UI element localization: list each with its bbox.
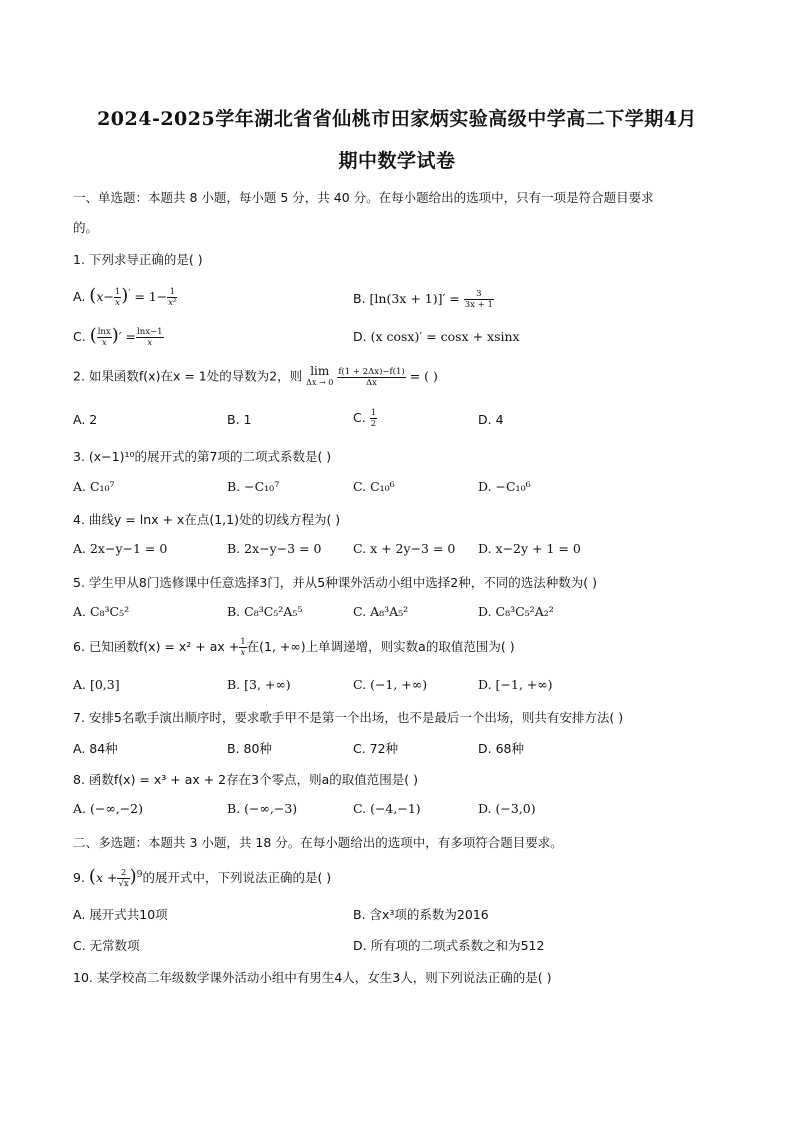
question-4-option-d: D. x−2y + 1 = 0	[478, 541, 581, 556]
question-8-stem: 8. 函数f(x) = x³ + ax + 2存在3个零点，则a的取值范围是( )	[73, 772, 418, 787]
section2-heading: 二、多选题：本题共 3 小题，共 18 分。在每小题给出的选项中，有多项符合题目要求。	[73, 835, 563, 850]
question-4-option-a: A. 2x−y−1 = 0	[73, 541, 168, 556]
question-2-option-d: D. 4	[478, 412, 504, 427]
section1-heading-cont: 的。	[73, 220, 99, 235]
exam-title-line1: 2024-2025学年湖北省省仙桃市田家炳实验高级中学高二下学期4月	[97, 108, 697, 130]
question-9-option-a: A. 展开式共10项	[73, 907, 168, 922]
question-4-stem: 4. 曲线y = lnx + x在点(1,1)处的切线方程为( )	[73, 512, 341, 527]
question-3-option-d: D. −C₁₀⁶	[478, 479, 531, 494]
question-9-option-c: C. 无常数项	[73, 938, 140, 953]
question-5-stem: 5. 学生甲从8门选修课中任意选择3门，并从5种课外活动小组中选择2种，不同的选法种数为( )	[73, 575, 597, 590]
question-7-stem: 7. 安排5名歌手演出顺序时，要求歌手甲不是第一个出场，也不是最后一个出场，则共有安排方法( )	[73, 710, 624, 725]
question-3-stem: 3. (x−1)¹⁰的展开式的第7项的二项式系数是( )	[73, 449, 332, 464]
question-2-option-a: A. 2	[73, 412, 98, 427]
question-5-option-a: A. C₈³C₅²	[73, 604, 130, 619]
question-4-option-c: C. x + 2y−3 = 0	[353, 541, 456, 556]
question-1-option-c: C. ( $\frac{\ln x}{x}$ )′ = $\frac{\ln x-1}{x}$	[73, 325, 163, 348]
question-2-stem: 2. 如果函数f(x)在x = 1处的导数为2，则 lim Δx → 0 $\frac{f(1 + 2\Delta x)-f(1)}{\Delta x}$ = ( )	[73, 364, 438, 388]
question-1-option-d: D. (x cosx)′ = cosx + xsinx	[353, 329, 520, 344]
exam-title-line2: 期中数学试卷	[338, 150, 456, 172]
question-3-option-b: B. −C₁₀⁷	[227, 479, 280, 494]
question-8-option-c: C. (−4,−1)	[353, 801, 421, 816]
question-9-option-d: D. 所有项的二项式系数之和为512	[353, 938, 545, 953]
question-6-option-b: B. [3, +∞)	[227, 677, 291, 692]
question-3-option-c: C. C₁₀⁶	[353, 479, 395, 494]
question-1-option-b: B. [ln(3x + 1)]′ = $\frac{3}{3x + 1}$	[353, 289, 493, 310]
question-3-option-a: A. C₁₀⁷	[73, 479, 115, 494]
question-7-option-c: C. 72种	[353, 741, 399, 756]
question-6-option-d: D. [−1, +∞)	[478, 677, 553, 692]
question-10-stem: 10. 某学校高二年级数学课外活动小组中有男生4人，女生3人，则下列说法正确的是( )	[73, 970, 552, 985]
question-1-option-a: A. (x− $\frac{1}{x}$ )′ = 1− $\frac{1}{\text{x²}}$	[73, 285, 177, 308]
question-6-option-a: A. [0,3]	[73, 677, 120, 692]
question-6-option-c: C. (−1, +∞)	[353, 677, 428, 692]
question-7-option-d: D. 68种	[478, 741, 524, 756]
question-5-option-c: C. A₈³A₅²	[353, 604, 409, 619]
question-7-option-b: B. 80种	[227, 741, 272, 756]
question-8-option-b: B. (−∞,−3)	[227, 801, 298, 816]
question-9-option-b: B. 含x³项的系数为2016	[353, 907, 489, 922]
question-5-option-d: D. C₈³C₅²A₂²	[478, 604, 554, 619]
question-8-option-d: D. (−3,0)	[478, 801, 536, 816]
question-2-option-b: B. 1	[227, 412, 252, 427]
question-8-option-a: A. (−∞,−2)	[73, 801, 144, 816]
question-2-option-c: C. $\frac{1}{2}$	[353, 408, 377, 429]
section1-heading: 一、单选题：本题共 8 小题，每小题 5 分，共 40 分。在每小题给出的选项中，只有一项是符合题目要求	[73, 190, 654, 205]
question-6-stem: 6. 已知函数f(x) = x² + ax + $\frac{1}{x}$ 在(1, +∞)上单调递增，则实数a的取值范围为( )	[73, 637, 515, 658]
question-4-option-b: B. 2x−y−3 = 0	[227, 541, 322, 556]
question-7-option-a: A. 84种	[73, 741, 118, 756]
question-5-option-b: B. C₈³C₅²A₅⁵	[227, 604, 303, 619]
question-9-stem: 9. (x + $\frac{2}{√x}$ )$^9$的展开式中，下列说法正确的是( )	[73, 866, 332, 889]
question-1-stem: 1. 下列求导正确的是( )	[73, 252, 203, 267]
